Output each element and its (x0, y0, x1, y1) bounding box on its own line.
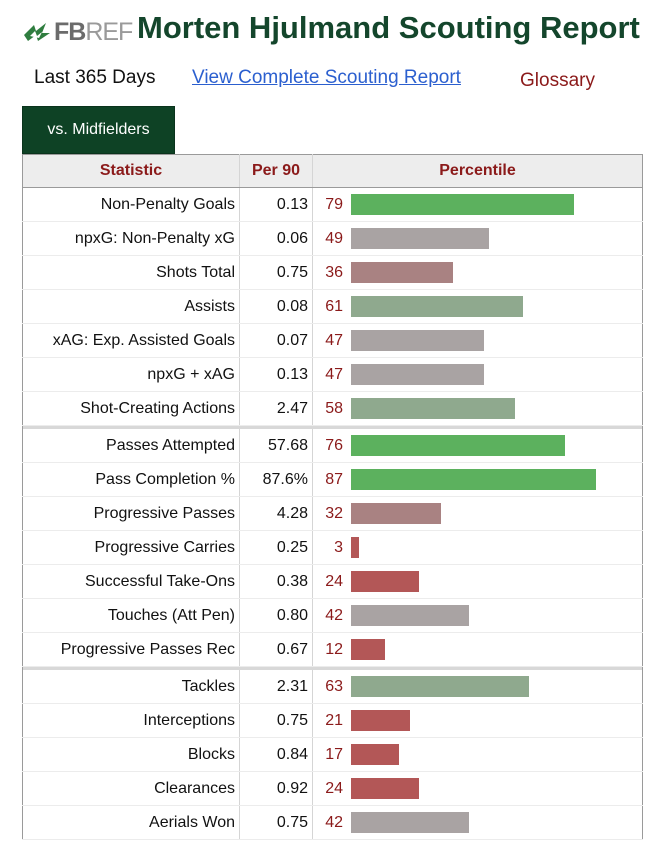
period-label: Last 365 Days (34, 67, 156, 88)
position-tabs (22, 106, 175, 154)
percentile-bar-track (351, 469, 621, 490)
tab-vs-midfielders[interactable]: vs. Midfielders (22, 106, 175, 154)
percentile-bar-track (351, 676, 621, 697)
percentile-cell (313, 670, 643, 704)
percentile-cell (313, 222, 643, 256)
percentile-bar (351, 296, 523, 317)
table-header-row (23, 155, 643, 188)
percentile-cell (313, 531, 643, 565)
table-row (23, 599, 643, 633)
percentile-bar-track (351, 605, 621, 626)
statistic-name[interactable]: Interceptions (23, 704, 240, 738)
percentile-bar-track (351, 537, 621, 558)
percentile-value: 76 (325, 436, 343, 454)
statistic-name[interactable]: Passes Attempted (23, 429, 240, 463)
statistic-name[interactable]: xAG: Exp. Assisted Goals (23, 324, 240, 358)
leaf-logo-icon (22, 21, 52, 45)
percentile-bar (351, 812, 469, 833)
percentile-wrap (313, 497, 642, 530)
statistic-name[interactable]: Touches (Att Pen) (23, 599, 240, 633)
percentile-bar-track (351, 435, 621, 456)
table-row (23, 188, 643, 222)
percentile-bar (351, 435, 565, 456)
percentile-cell (313, 324, 643, 358)
percentile-bar-track (351, 778, 621, 799)
percentile-bar (351, 778, 419, 799)
column-header-percentile[interactable]: Percentile (313, 155, 643, 188)
table-row (23, 738, 643, 772)
percentile-value: 24 (325, 572, 343, 590)
table-row (23, 358, 643, 392)
percentile-cell (313, 497, 643, 531)
percentile-value: 24 (325, 779, 343, 797)
per90-value: 0.92 (240, 772, 313, 806)
percentile-wrap (313, 256, 642, 289)
statistic-name[interactable]: Successful Take-Ons (23, 565, 240, 599)
percentile-bar-track (351, 503, 621, 524)
percentile-value: 12 (325, 640, 343, 658)
percentile-cell (313, 738, 643, 772)
statistic-name[interactable]: Progressive Passes (23, 497, 240, 531)
percentile-bar (351, 228, 489, 249)
table-row (23, 324, 643, 358)
percentile-wrap (313, 531, 642, 564)
per90-value: 0.06 (240, 222, 313, 256)
percentile-bar (351, 398, 515, 419)
percentile-bar (351, 676, 529, 697)
per90-value: 0.67 (240, 633, 313, 667)
percentile-value: 47 (325, 365, 343, 383)
percentile-bar-track (351, 710, 621, 731)
percentile-wrap (313, 704, 642, 737)
percentile-bar (351, 469, 596, 490)
table-row (23, 531, 643, 565)
statistic-name[interactable]: Non-Penalty Goals (23, 188, 240, 222)
percentile-wrap (313, 565, 642, 598)
percentile-cell (313, 256, 643, 290)
per90-value: 0.13 (240, 358, 313, 392)
percentile-bar (351, 744, 399, 765)
statistic-name[interactable]: npxG + xAG (23, 358, 240, 392)
percentile-bar (351, 194, 574, 215)
per90-value: 0.38 (240, 565, 313, 599)
percentile-bar-track (351, 571, 621, 592)
percentile-value: 58 (325, 399, 343, 417)
percentile-wrap (313, 392, 642, 425)
table-row (23, 633, 643, 667)
per90-value: 0.07 (240, 324, 313, 358)
percentile-value: 63 (325, 677, 343, 695)
sub-navigation (34, 67, 654, 91)
table-row (23, 222, 643, 256)
percentile-wrap (313, 670, 642, 703)
percentile-cell (313, 392, 643, 426)
percentile-bar (351, 605, 469, 626)
table-row (23, 497, 643, 531)
percentile-bar-track (351, 812, 621, 833)
table-row (23, 392, 643, 426)
per90-value: 0.75 (240, 256, 313, 290)
logo-text-fb: FB (54, 18, 86, 46)
percentile-bar (351, 503, 441, 524)
percentile-cell (313, 772, 643, 806)
view-complete-report-link[interactable]: View Complete Scouting Report (192, 67, 461, 88)
percentile-value: 36 (325, 263, 343, 281)
column-header-per90[interactable]: Per 90 (240, 155, 313, 188)
percentile-wrap (313, 188, 642, 221)
per90-value: 0.75 (240, 704, 313, 738)
table-row (23, 806, 643, 840)
percentile-bar-track (351, 639, 621, 660)
statistic-name[interactable]: Progressive Passes Rec (23, 633, 240, 667)
table-row (23, 429, 643, 463)
per90-value: 2.47 (240, 392, 313, 426)
percentile-cell (313, 358, 643, 392)
percentile-wrap (313, 290, 642, 323)
percentile-bar-track (351, 262, 621, 283)
percentile-cell (313, 704, 643, 738)
percentile-value: 3 (334, 538, 343, 556)
statistic-name[interactable]: npxG: Non-Penalty xG (23, 222, 240, 256)
per90-value: 4.28 (240, 497, 313, 531)
statistic-name[interactable]: Aerials Won (23, 806, 240, 840)
table-row (23, 704, 643, 738)
statistic-name[interactable]: Assists (23, 290, 240, 324)
percentile-value: 42 (325, 813, 343, 831)
percentile-bar-track (351, 744, 621, 765)
percentile-bar-track (351, 330, 621, 351)
statistic-name[interactable]: Clearances (23, 772, 240, 806)
scouting-table (22, 154, 643, 840)
column-header-statistic[interactable]: Statistic (23, 155, 240, 188)
table-row (23, 290, 643, 324)
per90-value: 0.25 (240, 531, 313, 565)
table-row (23, 256, 643, 290)
percentile-bar-track (351, 364, 621, 385)
percentile-cell (313, 633, 643, 667)
percentile-value: 49 (325, 229, 343, 247)
percentile-wrap (313, 633, 642, 666)
percentile-value: 79 (325, 195, 343, 213)
percentile-bar (351, 330, 484, 351)
glossary-link[interactable]: Glossary (520, 70, 595, 91)
percentile-wrap (313, 429, 642, 462)
table-row (23, 565, 643, 599)
percentile-value: 21 (325, 711, 343, 729)
per90-value: 0.08 (240, 290, 313, 324)
page-header (22, 10, 662, 50)
percentile-wrap (313, 358, 642, 391)
percentile-bar-track (351, 398, 621, 419)
statistic-name[interactable]: Blocks (23, 738, 240, 772)
statistic-name[interactable]: Progressive Carries (23, 531, 240, 565)
percentile-wrap (313, 324, 642, 357)
percentile-cell (313, 463, 643, 497)
statistic-name[interactable]: Shots Total (23, 256, 240, 290)
percentile-wrap (313, 463, 642, 496)
percentile-value: 61 (325, 297, 343, 315)
logo-text-ref: REF (85, 18, 133, 46)
percentile-bar-track (351, 296, 621, 317)
per90-value: 0.84 (240, 738, 313, 772)
percentile-value: 42 (325, 606, 343, 624)
per90-value: 87.6% (240, 463, 313, 497)
statistic-name[interactable]: Pass Completion % (23, 463, 240, 497)
percentile-bar-track (351, 228, 621, 249)
percentile-cell (313, 599, 643, 633)
page-title: Morten Hjulmand Scouting Report (137, 10, 640, 45)
percentile-value: 17 (325, 745, 343, 763)
per90-value: 2.31 (240, 670, 313, 704)
percentile-bar (351, 262, 453, 283)
statistic-name[interactable]: Shot-Creating Actions (23, 392, 240, 426)
percentile-cell (313, 290, 643, 324)
percentile-cell (313, 429, 643, 463)
percentile-bar (351, 639, 385, 660)
table-body (23, 188, 643, 840)
percentile-wrap (313, 738, 642, 771)
percentile-cell (313, 565, 643, 599)
per90-value: 57.68 (240, 429, 313, 463)
percentile-cell (313, 188, 643, 222)
percentile-value: 32 (325, 504, 343, 522)
percentile-wrap (313, 772, 642, 805)
table-row (23, 463, 643, 497)
per90-value: 0.80 (240, 599, 313, 633)
percentile-value: 87 (325, 470, 343, 488)
fbref-logo[interactable] (22, 18, 132, 47)
percentile-wrap (313, 599, 642, 632)
percentile-bar-track (351, 194, 621, 215)
percentile-cell (313, 806, 643, 840)
statistic-name[interactable]: Tackles (23, 670, 240, 704)
percentile-value: 47 (325, 331, 343, 349)
per90-value: 0.13 (240, 188, 313, 222)
percentile-wrap (313, 806, 642, 839)
table-row (23, 670, 643, 704)
percentile-bar (351, 364, 484, 385)
percentile-bar (351, 710, 410, 731)
percentile-bar (351, 571, 419, 592)
percentile-wrap (313, 222, 642, 255)
per90-value: 0.75 (240, 806, 313, 840)
percentile-bar (351, 537, 359, 558)
table-row (23, 772, 643, 806)
